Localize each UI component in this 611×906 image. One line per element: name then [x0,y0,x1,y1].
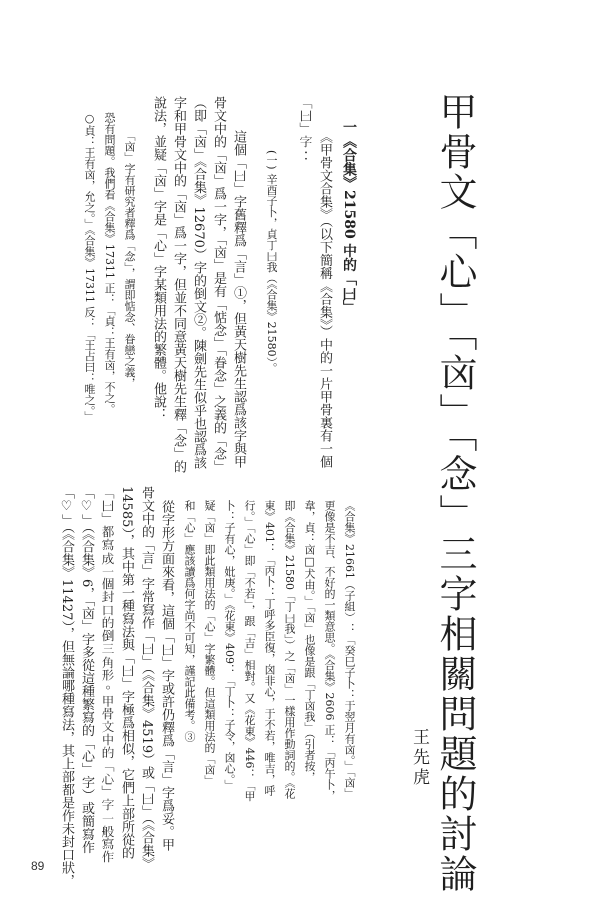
text-column: 字和甲骨文中的「㐫」爲一字，但並不同意黃天樹先生釋「念」的 [171,96,186,473]
text-column: 「𠙵」都寫成一個封口的倒三角形。甲骨文中的「心」字一般寫作 [99,486,114,863]
page-number: 89 [31,859,45,873]
quote-column: 即《合集》21580「丁𠙵我」）之「㐫」一樣用作動詞的。《花 [283,500,296,799]
text-column: 「♡」（《合集》11427），但無論哪種寫法，其上部都是作未封口狀， [59,486,74,887]
section-heading: 一《合集》21580 中的「𠙵」 [341,120,357,314]
text-column: 14585），其中第一種寫法與「𠙵」字極爲相似，它們上部所從的 [119,486,134,859]
quote-column: 更像是不吉、不好的一類意思。《合集》2606 正：「丙午卜， [323,500,336,801]
text-column: （即「㐫」《合集》12670）字的倒文②。陳劍先生似乎也認爲該 [191,96,206,469]
quote-column: 恐有問題。我們看《合集》17311 正：「貞：王有㐫，不之。 [103,112,116,415]
quote-column: ○貞：王有㐫，允之。」《合集》17311 反：「王占曰：唯之。」 [83,112,96,422]
text-column: 《甲骨文合集》（以下簡稱《合集》）中的一片甲骨裏有一個 [317,130,332,468]
quote-column: 韋，貞：㐫□犬由。」「㐫」也像是跟「丁㐫我」（引者按， [303,500,316,783]
quote-column: 和「心」應該讀爲何字尚不可知，謹記此備考。③ [183,500,196,742]
quote-column: 《合集》21661（子組）：「癸巳子卜：于翌月有㐫。」「㐫」 [343,500,356,799]
quote-column: 「㐫」字有研究者釋爲「念」，謂即惦念、眷戀之義， [123,130,136,389]
text-column: 「𠙵」字： [297,96,312,161]
example-sentence: (一) 辛酉子卜，貞丁𠙵我（《合集》21580）。 [265,150,278,374]
author-name: 王先虎 [409,728,429,788]
quote-column: 卜：子有心，妣庚。」《花東》409：「丁卜：子令，囟心。」 [223,500,236,791]
article-title: 甲骨文「心」「㐫」「念」三字相關問題的討論 [433,92,477,894]
text-column: 這個「𠙵」字舊釋爲「言」①，但黃天樹先生認爲該字與甲 [231,130,246,468]
quote-column: 行。」「心」即「不若」，跟「吉」相對。又《花東》446：「甲 [243,500,256,802]
text-column: 骨文中的「㐫」爲一字，「㐫」是有「惦念」「眷念」之義的「念」 [211,96,226,473]
text-column: 「♡」（《合集》6，「㐫」字多從這種繁寫的「心」字）或簡寫作 [79,486,94,854]
text-column: 從字形方面來看，這個「𠙵」字或許仍釋爲「言」字爲妥。甲 [159,500,174,851]
text-column: 說法，並疑「㐫」字是「心」字某類用法的繁體。他說： [151,96,166,421]
quote-column: 東》401：「丙卜：丁呼多臣復，囟非心，于不若，唯吉，呼 [263,500,276,796]
text-column: 骨文中的「言」字常寫作「𠙵」（《合集》4519）或「𠙵」（《合集》 [139,486,154,871]
quote-column: 疑「㐫」即此類用法的「心」字繁體。但這類用法的「㐫」 [203,500,216,786]
